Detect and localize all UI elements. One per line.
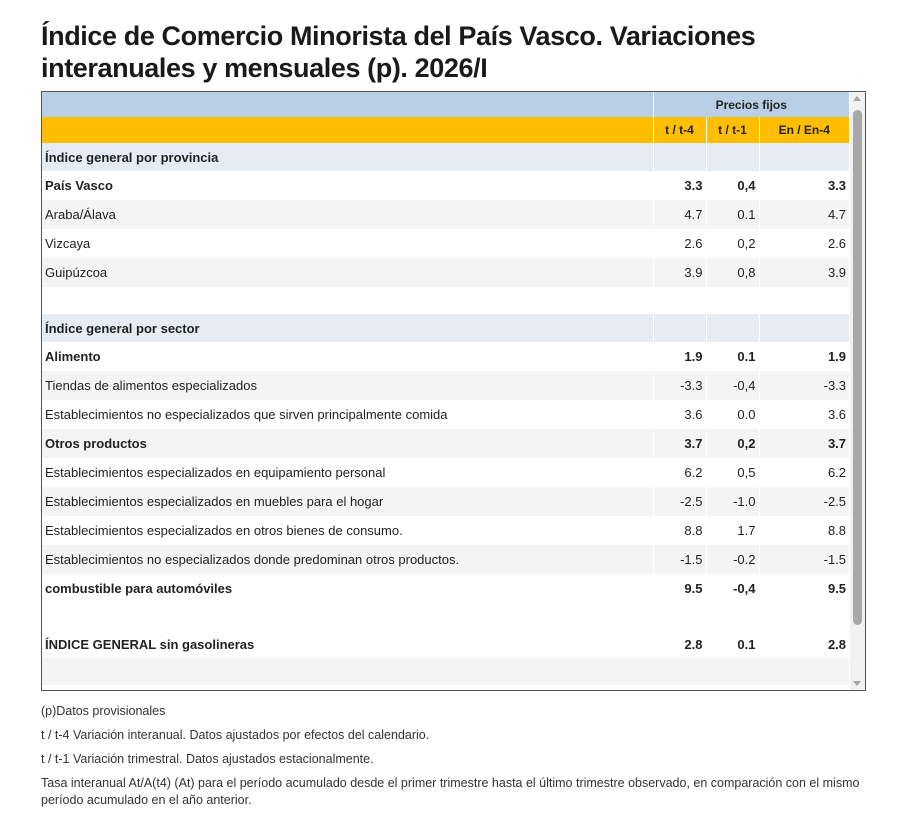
- vertical-scrollbar[interactable]: [850, 92, 865, 690]
- value-cell-t-t4: 8.8: [653, 516, 706, 545]
- value-cell-t-t4: 2.6: [653, 229, 706, 258]
- table-row: [42, 487, 849, 516]
- value-cell-en-en4: 4.7: [759, 200, 849, 229]
- table-body: [42, 143, 849, 685]
- empty-cell: [653, 314, 706, 342]
- table-row: [42, 516, 849, 545]
- column-header-t-t1: t / t-1: [706, 117, 759, 143]
- empty-cell: [42, 603, 849, 630]
- value-cell-t-t4: -1.5: [653, 545, 706, 574]
- row-label: ÍNDICE GENERAL sin gasolineras: [45, 636, 255, 652]
- row-label: Establecimientos especializados en muebles para el hogar: [42, 487, 653, 516]
- value-cell-t-t1: 0.1: [706, 630, 759, 658]
- value-cell-en-en4: -3.3: [759, 371, 849, 400]
- value-cell-t-t4: 9.5: [653, 574, 706, 603]
- section-header-row: [42, 143, 849, 171]
- value-cell-t-t1: 0,2: [706, 229, 759, 258]
- precios-fijos-header: Precios fijos: [653, 92, 849, 117]
- value-cell-t-t4: 3.3: [653, 171, 706, 200]
- value-cell-t-t4: 3.9: [653, 258, 706, 287]
- header-row-columns: [42, 117, 849, 143]
- row-label: Araba/Álava: [42, 200, 653, 229]
- row-label: Tiendas de alimentos especializados: [42, 371, 653, 400]
- table-row: [42, 258, 849, 287]
- value-cell-en-en4: -1.5: [759, 545, 849, 574]
- empty-cell: [706, 314, 759, 342]
- value-cell-t-t1: 0,5: [706, 458, 759, 487]
- footnote: t / t-4 Variación interanual. Datos ajustados por efectos del calendario.: [41, 728, 430, 742]
- table-row: [42, 229, 849, 258]
- table-row: [42, 458, 849, 487]
- page-title: Índice de Comercio Minorista del País Vasco. Variaciones interanuales y mensuales (p). 2026/I: [41, 21, 756, 83]
- column-header-en-en4: En / En-4: [759, 117, 849, 143]
- value-cell-en-en4: 3.6: [759, 400, 849, 429]
- table-frame: [41, 91, 866, 691]
- value-cell-t-t1: 0,2: [706, 429, 759, 458]
- value-cell-en-en4: 6.2: [759, 458, 849, 487]
- section-label: Índice general por sector: [42, 314, 653, 342]
- value-cell-en-en4: 8.8: [759, 516, 849, 545]
- value-cell-en-en4: 3.7: [759, 429, 849, 458]
- value-cell-en-en4: 3.3: [759, 171, 849, 200]
- scrollbar-thumb[interactable]: [853, 110, 862, 625]
- table-row: [42, 171, 849, 200]
- value-cell-t-t4: 2.8: [653, 630, 706, 658]
- footnote: Tasa interanual At/A(t4) (At) para el período acumulado desde el primer trimestre hasta el último trimestre observado, en comparación con el mismo período acumulado en el año anterior.: [41, 776, 860, 807]
- value-cell-t-t4: 3.6: [653, 400, 706, 429]
- value-cell-t-t4: 4.7: [653, 200, 706, 229]
- scroll-down-arrow-icon[interactable]: [853, 681, 861, 686]
- total-row: [42, 630, 849, 658]
- row-label: País Vasco: [45, 178, 113, 193]
- table-row: [42, 371, 849, 400]
- value-cell-t-t1: -1.0: [706, 487, 759, 516]
- row-label: Establecimientos no especializados que sirven principalmente comida: [45, 407, 448, 422]
- value-cell-t-t1: -0,4: [706, 574, 759, 603]
- section-label: Índice general por provincia: [42, 143, 653, 171]
- scroll-up-arrow-icon[interactable]: [853, 96, 861, 101]
- value-cell-t-t4: 6.2: [653, 458, 706, 487]
- empty-cell: [42, 287, 849, 314]
- table-row: [42, 342, 849, 371]
- spacer-row: [42, 658, 849, 685]
- value-cell-en-en4: -2.5: [759, 487, 849, 516]
- row-label: Guipúzcoa: [42, 258, 653, 287]
- table-row: [42, 574, 849, 603]
- data-table: [42, 92, 849, 685]
- empty-cell: [706, 143, 759, 171]
- value-cell-en-en4: 2.6: [759, 229, 849, 258]
- column-header-t-t4: t / t-4: [653, 117, 706, 143]
- value-cell-t-t4: 3.7: [653, 429, 706, 458]
- section-header-row: [42, 314, 849, 342]
- value-cell-t-t4: -3.3: [653, 371, 706, 400]
- row-label: Establecimientos especializados en otros bienes de consumo.: [45, 523, 403, 538]
- value-cell-en-en4: 2.8: [759, 630, 849, 658]
- value-cell-t-t1: 0.1: [706, 200, 759, 229]
- empty-cell: [653, 143, 706, 171]
- table-row: [42, 400, 849, 429]
- table-row: [42, 429, 849, 458]
- empty-cell: [42, 658, 849, 685]
- row-label: Otros productos: [42, 429, 653, 458]
- value-cell-t-t1: 0.0: [706, 400, 759, 429]
- empty-cell: [759, 314, 849, 342]
- row-label: Vizcaya: [45, 236, 91, 251]
- table-row: [42, 200, 849, 229]
- value-cell-t-t1: 0,4: [706, 171, 759, 200]
- footnote: t / t-1 Variación trimestral. Datos ajustados estacionalmente.: [41, 752, 374, 766]
- row-label: Establecimientos no especializados donde predominan otros productos.: [42, 545, 653, 574]
- header-empty-cell: [42, 117, 653, 143]
- table-row: [42, 545, 849, 574]
- empty-cell: [759, 143, 849, 171]
- value-cell-t-t4: -2.5: [653, 487, 706, 516]
- value-cell-t-t4: 1.9: [653, 342, 706, 371]
- value-cell-t-t1: -0,4: [706, 371, 759, 400]
- value-cell-t-t1: 1.7: [706, 516, 759, 545]
- value-cell-en-en4: 9.5: [759, 574, 849, 603]
- value-cell-en-en4: 3.9: [759, 258, 849, 287]
- header-row-group: [42, 92, 849, 117]
- footnote: (p)Datos provisionales: [41, 704, 166, 718]
- spacer-row: [42, 287, 849, 314]
- footnotes: [41, 703, 861, 816]
- value-cell-t-t1: 0.1: [706, 342, 759, 371]
- row-label: Alimento: [45, 349, 101, 364]
- row-label: combustible para automóviles: [45, 581, 233, 596]
- spacer-row: [42, 603, 849, 630]
- header-empty-cell: [42, 92, 653, 117]
- value-cell-t-t1: 0,8: [706, 258, 759, 287]
- value-cell-t-t1: -0.2: [706, 545, 759, 574]
- value-cell-en-en4: 1.9: [759, 342, 849, 371]
- row-label: Establecimientos especializados en equipamiento personal: [45, 465, 386, 480]
